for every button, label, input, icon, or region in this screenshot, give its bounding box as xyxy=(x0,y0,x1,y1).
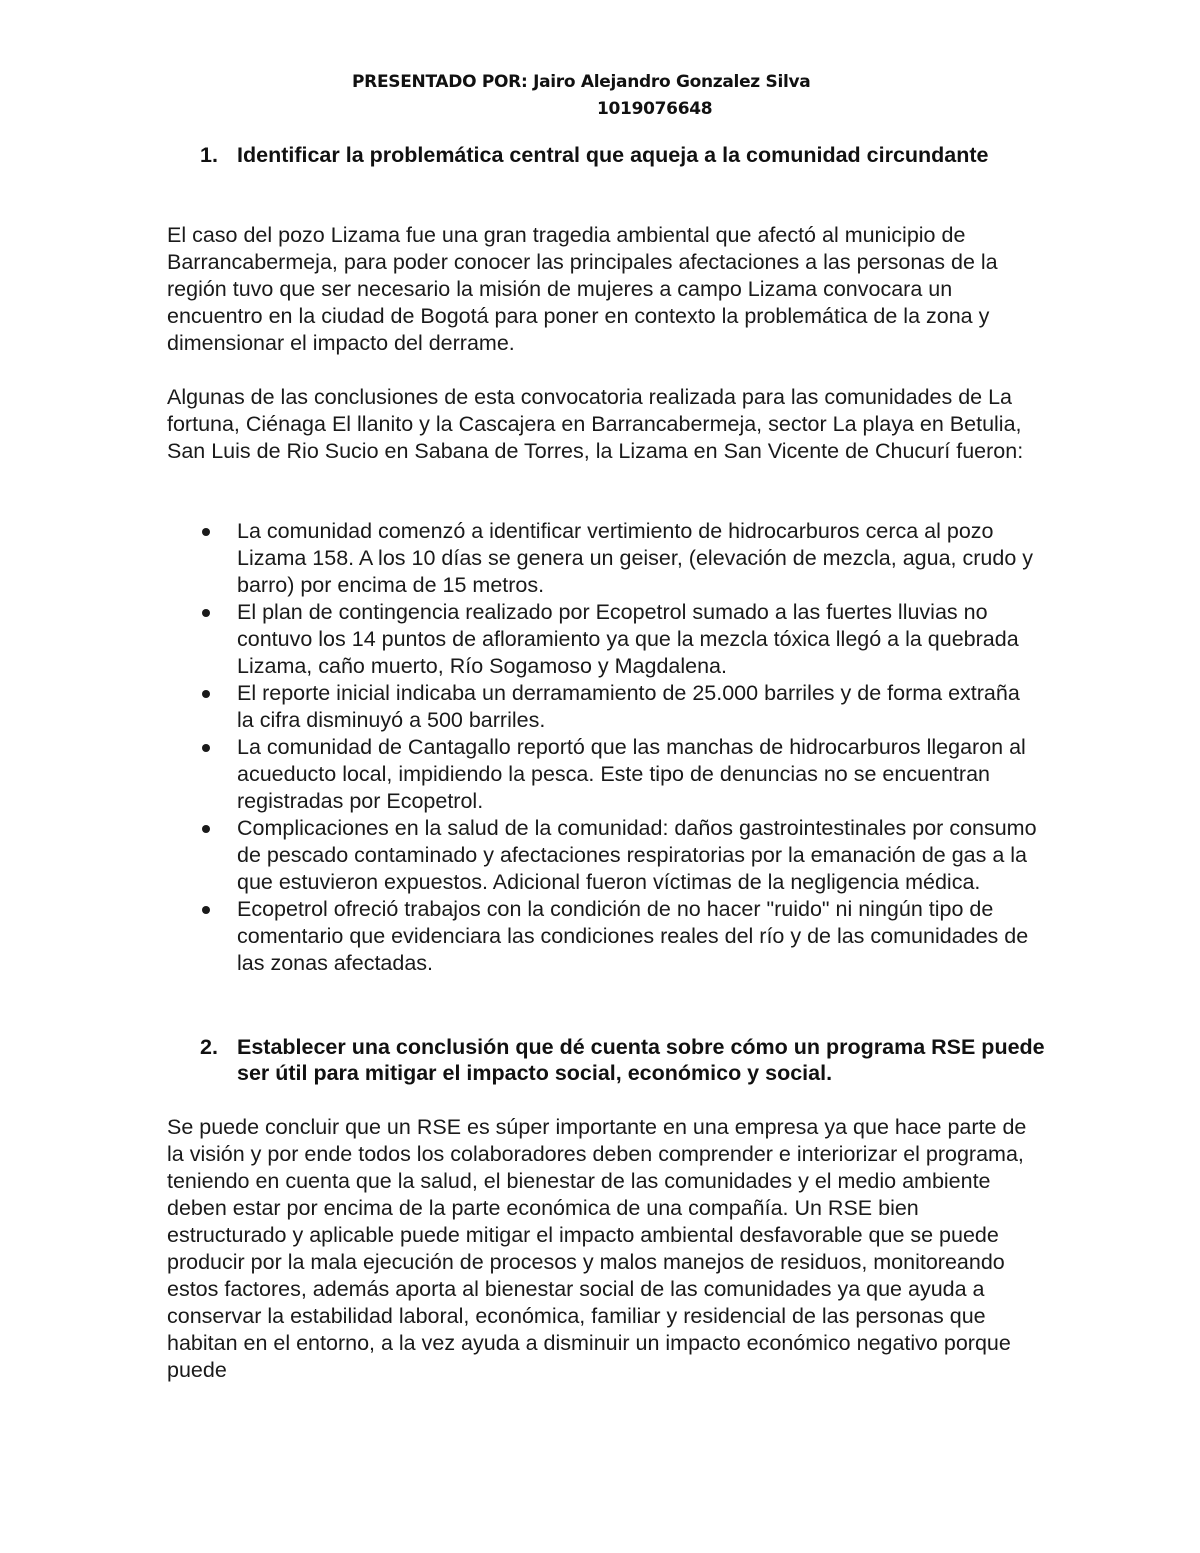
list-item xyxy=(200,896,1040,977)
bullet-icon xyxy=(202,906,210,914)
section-1-number: 1. xyxy=(200,143,218,167)
bullet-icon xyxy=(202,609,210,617)
section-2-number: 2. xyxy=(200,1035,218,1059)
section-1-paragraph-2: Algunas de las conclusiones de esta convocatoria realizada para las comunidades de La fortuna, Ciénaga El llanito y la Cascajera en Barrancabermeja, sector La playa en Betulia, San Luis de Rio Sucio en Sabana de Torres, la Lizama en San Vicente de Chucurí fueron: xyxy=(167,385,1024,463)
section-2-heading xyxy=(200,1034,1080,1086)
list-item-text: Complicaciones en la salud de la comunidad: daños gastrointestinales por consumo de pescado contaminado y afectaciones respiratorias por la emanación de gas a la que estuvieron expuestos. Adicional fueron víctimas de la negligencia médica. xyxy=(237,816,1037,894)
list-item-text: El reporte inicial indicaba un derramamiento de 25.000 barriles y de forma extraña la cifra disminuyó a 500 barriles. xyxy=(237,681,1020,732)
list-item xyxy=(200,680,1040,734)
list-item-text: La comunidad de Cantagallo reportó que las manchas de hidrocarburos llegaron al acueducto local, impidiendo la pesca. Este tipo de denuncias no se encuentran registradas por Ecopetrol. xyxy=(237,735,1026,813)
list-item xyxy=(200,734,1040,815)
list-item xyxy=(200,815,1040,896)
bullet-icon xyxy=(202,744,210,752)
section-2-title: Establecer una conclusión que dé cuenta sobre cómo un programa RSE puede ser útil para mitigar el impacto social, económico y social. xyxy=(237,1035,1045,1085)
section-2-paragraph: Se puede concluir que un RSE es súper importante en una empresa ya que hace parte de la visión y por ende todos los colaboradores deben comprender e interiorizar el programa, teniendo en cuenta que la salud, el bienestar de las comunidades y el medio ambiente deben estar por encima de la parte económica de una compañía. Un RSE bien estructurado y aplicable puede mitigar el impacto ambiental desfavorable que se puede producir por la mala ejecución de procesos y malos manejos de residuos, monitoreando estos factores, además aporta al bienestar social de las comunidades ya que ayuda a conservar la estabilidad laboral, económica, familiar y residencial de las personas que habitan en el entorno, a la vez ayuda a disminuir un impacto económico negativo porque puede xyxy=(167,1115,1027,1382)
section-1-title: Identificar la problemática central que aqueja a la comunidad circundante xyxy=(237,143,989,167)
section-1-paragraph-1: El caso del pozo Lizama fue una gran tragedia ambiental que afectó al municipio de Barrancabermeja, para poder conocer las principales afectaciones a las personas de la región tuvo que ser necesario la misión de mujeres a campo Lizama convocara un encuentro en la ciudad de Bogotá para poner en contexto la problemática de la zona y dimensionar el impacto del derrame. xyxy=(167,223,998,355)
list-item-text: La comunidad comenzó a identificar vertimiento de hidrocarburos cerca al pozo Lizama 158. A los 10 días se genera un geiser, (elevación de mezcla, agua, crudo y barro) por encima de 15 metros. xyxy=(237,519,1033,597)
list-item-text: El plan de contingencia realizado por Ecopetrol sumado a las fuertes lluvias no contuvo los 14 puntos de afloramiento ya que la mezcla tóxica llegó a la quebrada Lizama, caño muerto, Río Sogamoso y Magdalena. xyxy=(237,600,1019,678)
section-1-heading xyxy=(200,142,1080,168)
bullet-icon xyxy=(202,528,210,536)
list-item xyxy=(200,518,1040,599)
student-id: 1019076648 xyxy=(597,99,713,119)
list-item xyxy=(200,599,1040,680)
bullet-icon xyxy=(202,690,210,698)
list-item-text: Ecopetrol ofreció trabajos con la condición de no hacer "ruido" ni ningún tipo de comentario que evidenciara las condiciones reales del río y de las comunidades de las zonas afectadas. xyxy=(237,897,1029,975)
bullet-icon xyxy=(202,825,210,833)
presented-by-line: PRESENTADO POR: Jairo Alejandro Gonzalez Silva xyxy=(352,72,811,92)
conclusions-bullet-list xyxy=(200,518,1040,977)
